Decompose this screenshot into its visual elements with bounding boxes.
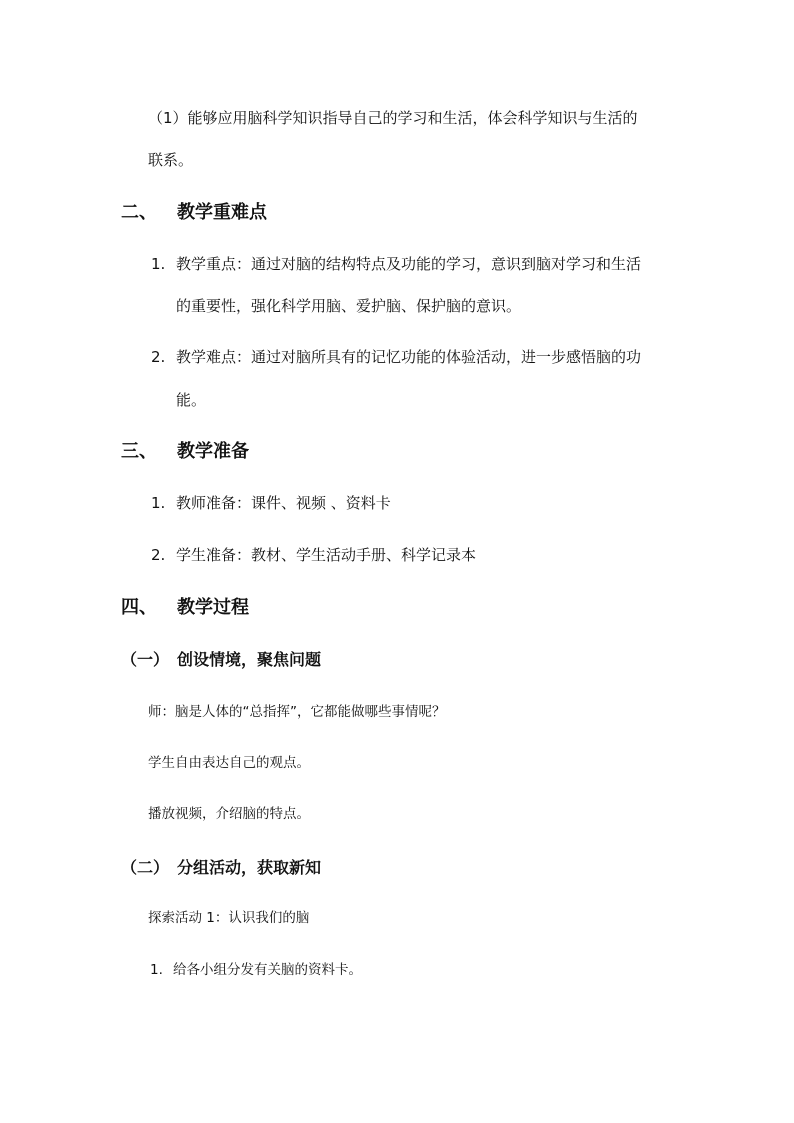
section-3-number: 三、 xyxy=(121,441,157,462)
section-2-number: 二、 xyxy=(121,202,157,223)
section-2-title: 教学重难点 xyxy=(177,202,267,223)
section-2-item-2-number: 2. xyxy=(151,348,166,366)
subsection-2-title: 分组活动，获取新知 xyxy=(177,858,322,877)
subsection-2-number: （二） xyxy=(121,858,170,877)
subsection-2-item-1-text: 给各小组分发有关脑的资料卡。 xyxy=(173,962,362,978)
section-3-title: 教学准备 xyxy=(177,441,249,462)
section-2-item-1-line-1: 教学重点：通过对脑的结构特点及功能的学习，意识到脑对学习和生活 xyxy=(176,255,642,273)
subsection-2-activity: 探索活动 1：认识我们的脑 xyxy=(148,910,310,926)
subsection-2-item-1-number: 1. xyxy=(150,962,163,978)
section-4-number: 四、 xyxy=(121,597,157,618)
section-2-item-2-line-1: 教学难点：通过对脑所具有的记忆功能的体验活动，进一步感悟脑的功 xyxy=(176,348,642,366)
section-4-title: 教学过程 xyxy=(177,597,249,618)
intro-line-1: （1）能够应用脑科学知识指导自己的学习和生活，体会科学知识与生活的 xyxy=(148,109,638,127)
section-2-item-1-number: 1. xyxy=(151,255,166,273)
section-3-item-2-number: 2. xyxy=(151,546,166,564)
section-3-item-2-text: 学生准备：教材、学生活动手册、科学记录本 xyxy=(176,546,477,564)
subsection-1-para-1: 师：脑是人体的“总指挥”，它都能做哪些事情呢？ xyxy=(148,704,446,720)
subsection-1-para-3: 播放视频，介绍脑的特点。 xyxy=(148,806,310,822)
intro-line-2: 联系。 xyxy=(148,151,194,169)
section-2-item-2-line-2: 能。 xyxy=(176,391,207,409)
section-3-item-1-number: 1. xyxy=(151,494,166,512)
subsection-1-number: （一） xyxy=(121,650,170,669)
subsection-1-para-2: 学生自由表达自己的观点。 xyxy=(148,755,310,771)
section-2-item-1-line-2: 的重要性，强化科学用脑、爱护脑、保护脑的意识。 xyxy=(176,297,522,315)
subsection-1-title: 创设情境，聚焦问题 xyxy=(177,650,322,669)
section-3-item-1-text: 教师准备：课件、视频 、资料卡 xyxy=(176,494,391,512)
